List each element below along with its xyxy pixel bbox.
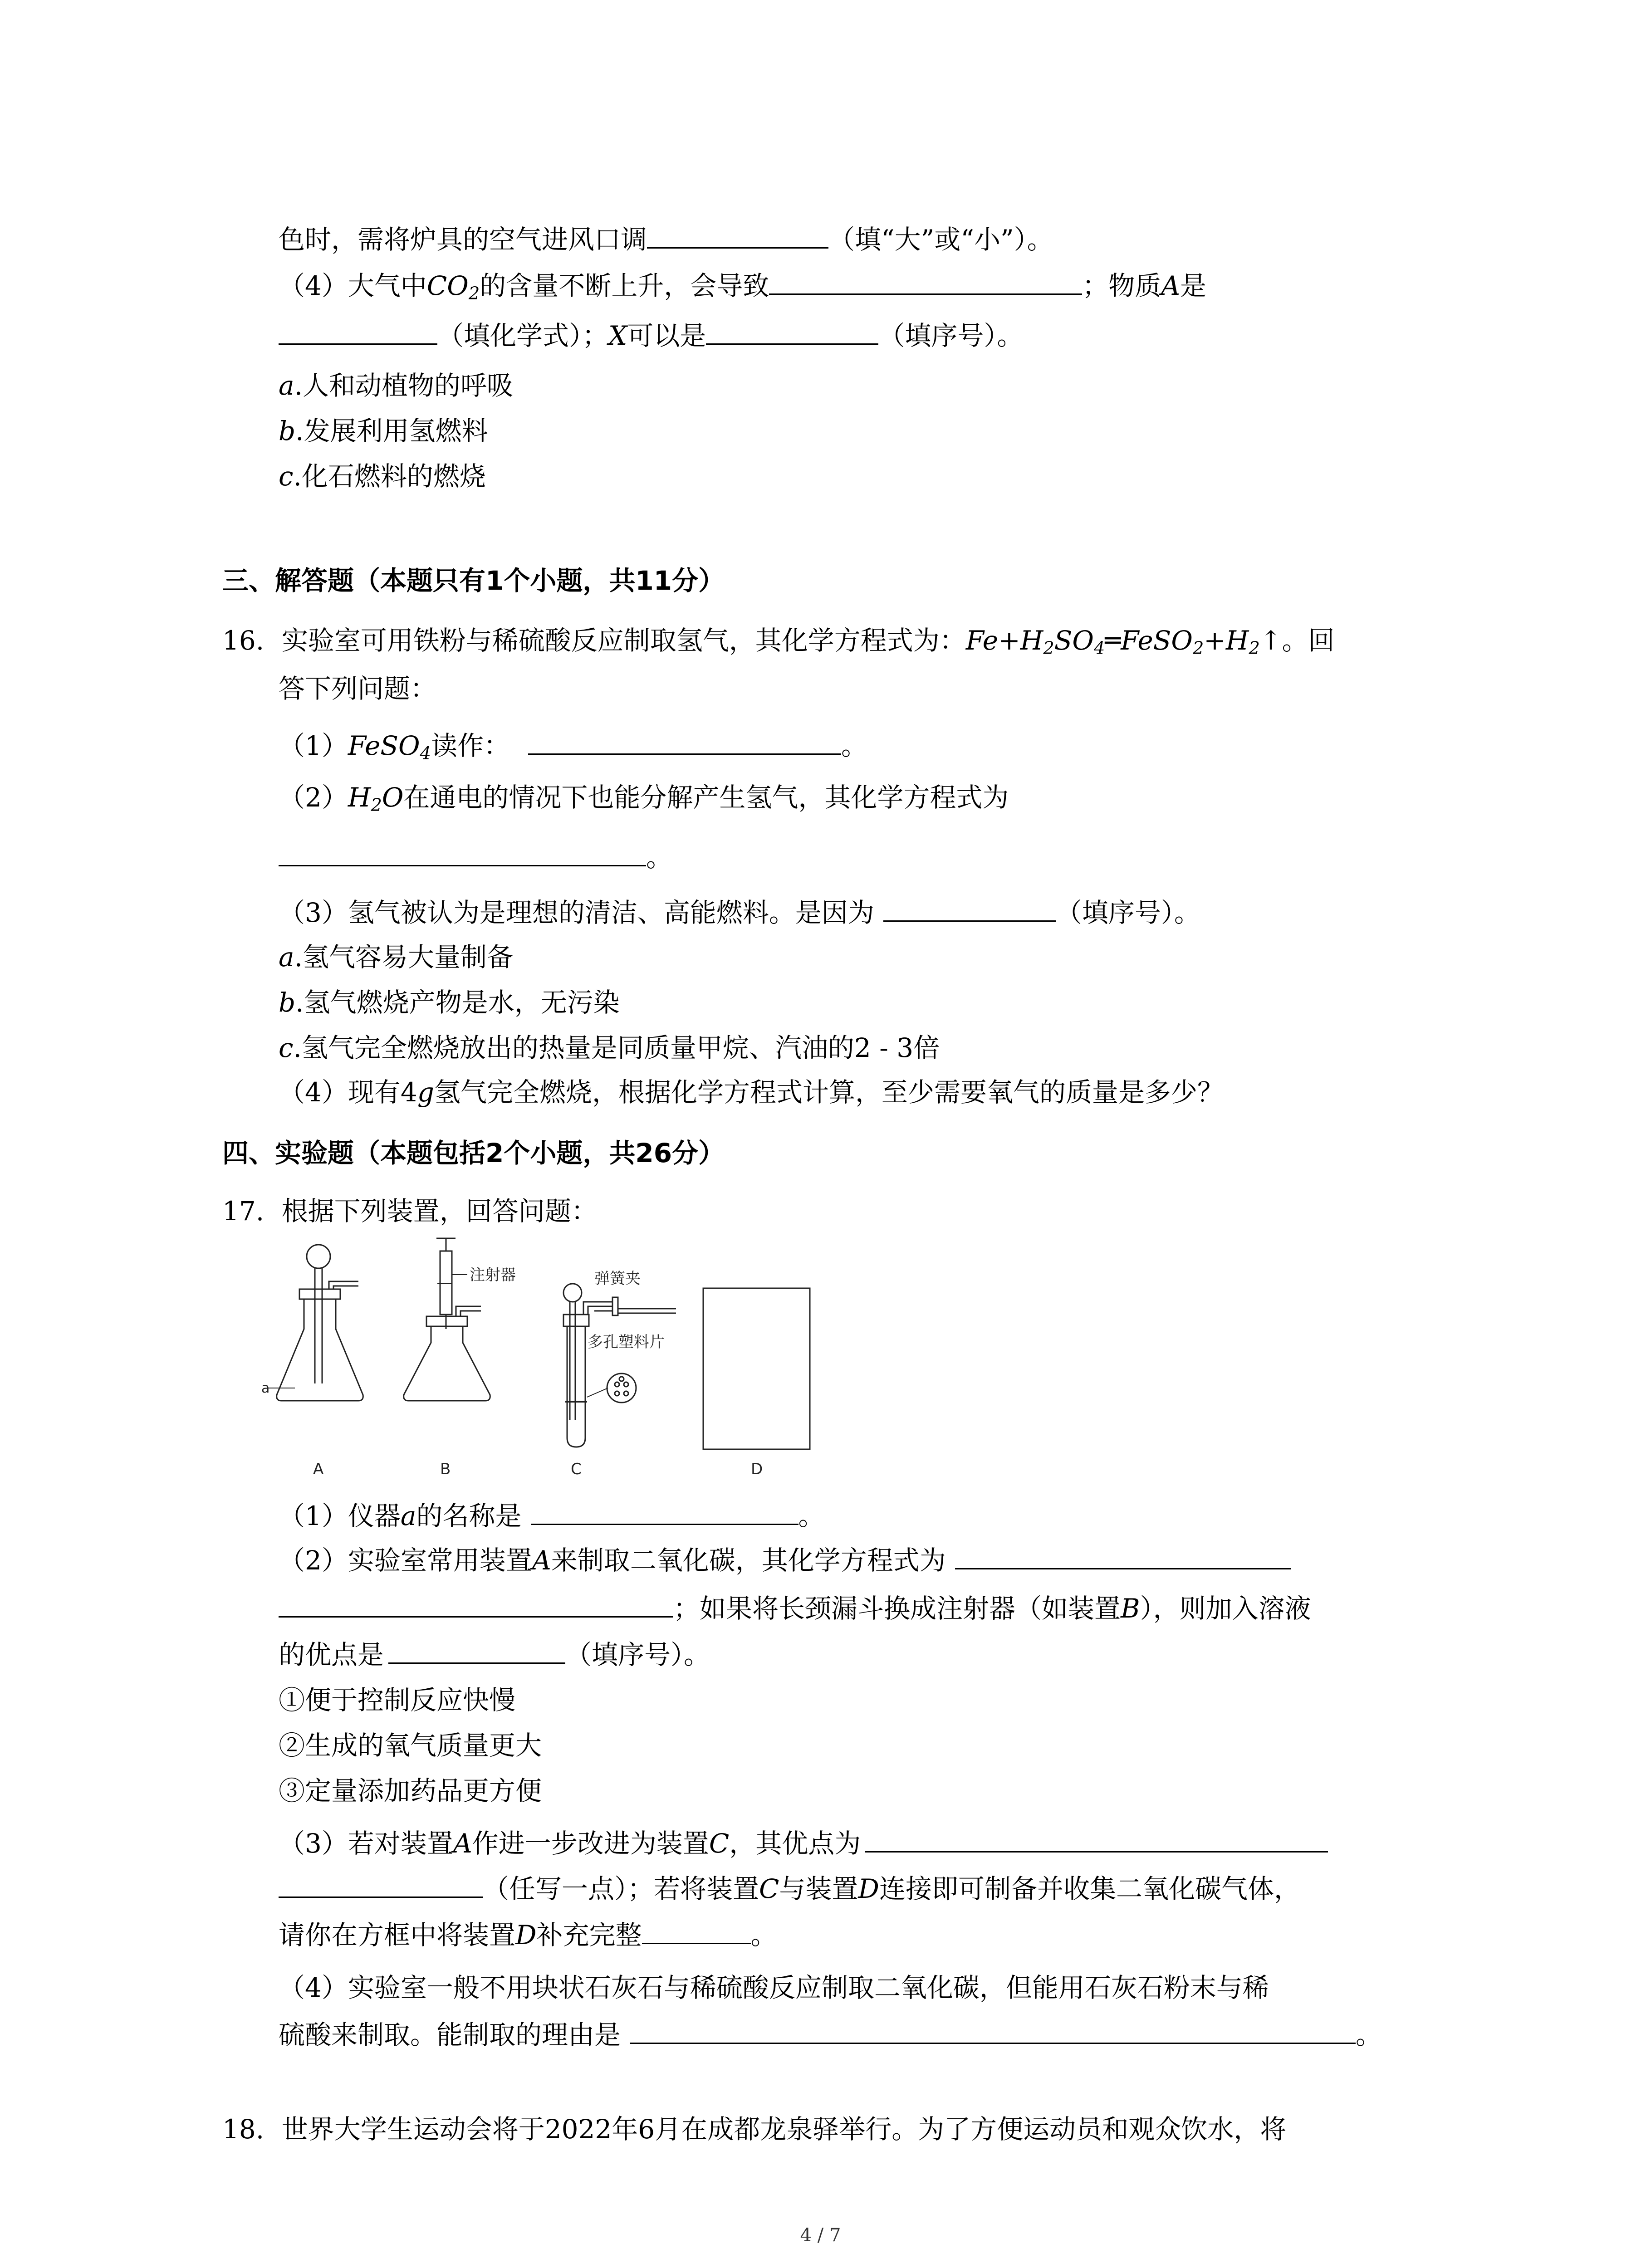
- page-number: 4 / 7: [800, 2225, 841, 2246]
- answer-blank[interactable]: [883, 895, 1056, 922]
- question-text: 。: [841, 730, 867, 761]
- unit: g: [417, 1077, 434, 1108]
- formula: +: [998, 625, 1020, 656]
- formula-subscript: 2: [1192, 638, 1204, 659]
- q15-text: （填化学式）；: [437, 320, 609, 351]
- apparatus-c: [563, 1284, 676, 1447]
- q15-option-c: [279, 458, 486, 494]
- formula: Fe: [965, 625, 999, 656]
- section-3-heading: 三、解答题（本题只有1个小题，共11分）: [222, 565, 725, 596]
- answer-blank[interactable]: [388, 1637, 565, 1664]
- variable: a: [400, 1501, 416, 1531]
- variable: A: [1161, 270, 1181, 301]
- question-text: 。: [1356, 2019, 1382, 2050]
- question-number: 16.: [222, 625, 265, 656]
- answer-blank[interactable]: [647, 222, 828, 249]
- q15-text: （填序号）。: [878, 320, 1024, 351]
- answer-blank[interactable]: [279, 840, 646, 866]
- question-text: 的优点是: [279, 1639, 384, 1670]
- label-A: A: [313, 1460, 324, 1478]
- answer-blank[interactable]: [955, 1543, 1291, 1569]
- q17-part-4-line-1: （4）实验室一般不用块状石灰石与稀硫酸反应制取二氧化碳，但能用石灰石粉末与稀: [279, 1972, 1269, 2003]
- answer-blank[interactable]: [865, 1826, 1328, 1853]
- option-letter: a: [279, 370, 294, 401]
- formula-subscript: 4: [420, 743, 431, 764]
- question-text: 读作：: [431, 730, 510, 761]
- formula-subscript: 2: [1249, 638, 1260, 659]
- q17-part-4-line-2: [279, 2017, 1382, 2053]
- q16-part-4: [279, 1074, 1224, 1110]
- variable: C: [709, 1828, 730, 1859]
- option-text: .氢气完全燃烧放出的热量是同质量甲烷、汽油的2 - 3倍: [293, 1032, 940, 1063]
- apparatus-b: [404, 1238, 490, 1401]
- q17-option-2: ②生成的氧气质量更大: [279, 1730, 542, 1761]
- option-text: .氢气燃烧产物是水，无污染: [295, 987, 620, 1018]
- formula-subscript: 2: [371, 795, 382, 816]
- q17-part-2-line-3: [279, 1637, 710, 1673]
- answer-blank[interactable]: [706, 318, 878, 345]
- q15-line-3: [279, 318, 1023, 354]
- option-text: .人和动植物的呼吸: [294, 370, 514, 401]
- answer-blank[interactable]: [279, 1591, 673, 1618]
- q15-text: 的含量不断上升，会导致: [480, 270, 769, 301]
- question-text: 根据下列装置，回答问题：: [281, 1196, 598, 1227]
- question-text: （3）若对装置: [279, 1828, 453, 1859]
- q18-stem: [222, 2111, 1286, 2147]
- equation-sign: ═: [1105, 625, 1121, 656]
- question-text: （填序号）。: [1055, 897, 1200, 928]
- q17-part-2-line-1: [279, 1542, 1291, 1579]
- part-number: （1）: [279, 730, 348, 761]
- gas-arrow: ↑: [1259, 625, 1282, 656]
- question-text: （3）氢气被认为是理想的清洁、高能燃料。是因为: [279, 897, 874, 928]
- apparatus-figure: [261, 1238, 839, 1492]
- question-text: 请你在方框中将装置: [279, 1920, 516, 1950]
- q16-part-2-answer: [279, 839, 672, 875]
- formula: SO: [1054, 625, 1094, 656]
- label-B: B: [440, 1460, 451, 1478]
- option-text: .氢气容易大量制备: [294, 942, 514, 973]
- answer-blank[interactable]: [769, 268, 1082, 295]
- label-clip: 弹簧夹: [594, 1270, 641, 1288]
- variable: X: [608, 320, 627, 351]
- variable: C: [759, 1873, 779, 1904]
- formula: H: [1020, 625, 1043, 656]
- question-text: 。: [798, 1501, 825, 1531]
- question-text: （1）仪器: [279, 1501, 401, 1531]
- question-text: 连接即可制备并收集二氧化碳气体，: [879, 1873, 1300, 1904]
- question-text: ，其优点为: [729, 1828, 861, 1859]
- question-text: 世界大学生运动会将于2022年6月在成都龙泉驿举行。为了方便运动员和观众饮水，将: [281, 2114, 1287, 2145]
- q15-text: 是: [1180, 270, 1207, 301]
- variable: D: [515, 1920, 537, 1950]
- apparatus-a: [268, 1245, 363, 1401]
- q15-text: （填“大”或“小”）。: [828, 224, 1053, 255]
- question-text: （2）实验室常用装置: [279, 1545, 532, 1576]
- question-text: 作进一步改进为装置: [472, 1828, 709, 1859]
- answer-blank[interactable]: [531, 1498, 798, 1525]
- formula-subscript: 4: [1093, 638, 1105, 659]
- q17-part-3-line-2: [279, 1871, 1300, 1907]
- q15-line-1: [279, 221, 1053, 258]
- q17-part-1: [279, 1498, 825, 1534]
- formula: H: [1225, 625, 1249, 656]
- answer-blank[interactable]: [528, 728, 841, 755]
- answer-blank[interactable]: [279, 318, 437, 345]
- answer-blank[interactable]: [630, 2017, 1356, 2044]
- option-letter: a: [279, 942, 294, 973]
- formula: CO: [426, 270, 469, 301]
- q17-part-3-line-3: [279, 1917, 777, 1953]
- q16-option-b: [279, 984, 620, 1021]
- formula: O: [382, 782, 404, 813]
- option-text: .发展利用氢燃料: [295, 415, 488, 446]
- formula: FeSO: [1121, 625, 1193, 656]
- q15-text: 可以是: [627, 320, 706, 351]
- q16-stem-line-1: [222, 622, 1334, 659]
- q15-option-b: [279, 413, 488, 449]
- q16-part-3: [279, 894, 1200, 931]
- q16-option-a: [279, 939, 513, 975]
- question-text: （填序号）。: [565, 1639, 710, 1670]
- label-D: D: [751, 1460, 763, 1478]
- label-syringe: 注射器: [470, 1266, 516, 1284]
- question-text: 硫酸来制取。能制取的理由是: [279, 2019, 621, 2050]
- q16-option-c: [279, 1030, 940, 1066]
- question-text: （任写一点）；若将装置: [483, 1873, 759, 1904]
- question-text: 。: [646, 842, 673, 873]
- answer-blank[interactable]: [279, 1871, 483, 1898]
- option-letter: b: [279, 987, 296, 1018]
- part-number: （2）: [279, 782, 348, 813]
- option-letter: c: [279, 461, 294, 492]
- formula: H: [348, 782, 371, 813]
- answer-blank[interactable]: [642, 1917, 751, 1944]
- q15-line-2: [279, 268, 1206, 304]
- formula: FeSO: [348, 730, 420, 761]
- variable: A: [532, 1545, 551, 1576]
- q17-stem: [222, 1193, 598, 1229]
- question-text: 。: [750, 1920, 777, 1950]
- option-letter: b: [279, 415, 296, 446]
- q16-part-1: [279, 728, 867, 764]
- question-text: 在通电的情况下也能分解产生氢气，其化学方程式为: [403, 782, 1009, 813]
- question-text: （4）现有4: [279, 1077, 417, 1108]
- label-C: C: [571, 1460, 582, 1478]
- question-number: 17.: [222, 1196, 265, 1227]
- question-text: 补充完整: [536, 1920, 642, 1950]
- q17-part-2-line-2: [279, 1590, 1311, 1627]
- variable: B: [1121, 1593, 1140, 1624]
- formula: +: [1204, 625, 1226, 656]
- option-text: .化石燃料的燃烧: [293, 461, 486, 492]
- question-text: 来制取二氧化碳，其化学方程式为: [551, 1545, 946, 1576]
- q16-part-2: [279, 779, 1009, 816]
- question-text: 。回: [1282, 625, 1335, 656]
- question-text: 与装置: [779, 1873, 858, 1904]
- question-text: 实验室可用铁粉与稀硫酸反应制取氢气，其化学方程式为：: [281, 625, 966, 656]
- question-number: 18.: [222, 2114, 265, 2145]
- q17-option-1: ①便于控制反应快慢: [279, 1685, 516, 1716]
- variable: D: [858, 1873, 879, 1904]
- q15-text: 色时，需将炉具的空气进风口调: [279, 224, 647, 255]
- q15-text: （4）大气中: [279, 270, 427, 301]
- formula-subscript: 2: [468, 283, 480, 304]
- question-text: 氢气完全燃烧，根据化学方程式计算，至少需要氧气的质量是多少？: [434, 1077, 1224, 1108]
- q16-stem-line-2: 答下列问题：: [279, 673, 437, 704]
- q15-text: ；物质: [1082, 270, 1161, 301]
- question-text: ），则加入溶液: [1140, 1593, 1311, 1624]
- question-text: 的名称是: [416, 1501, 522, 1531]
- formula-subscript: 2: [1043, 638, 1054, 659]
- variable: A: [453, 1828, 472, 1859]
- question-text: ；如果将长颈漏斗换成注射器（如装置: [673, 1593, 1121, 1624]
- label-plate: 多孔塑料片: [588, 1333, 665, 1351]
- section-4-heading: 四、实验题（本题包括2个小题，共26分）: [222, 1138, 725, 1168]
- q17-part-3-line-1: [279, 1825, 1328, 1862]
- label-a: a: [261, 1380, 270, 1396]
- q17-option-3: ③定量添加药品更方便: [279, 1775, 542, 1806]
- apparatus-d-box[interactable]: [703, 1288, 810, 1449]
- q15-option-a: [279, 367, 513, 404]
- option-letter: c: [279, 1032, 294, 1063]
